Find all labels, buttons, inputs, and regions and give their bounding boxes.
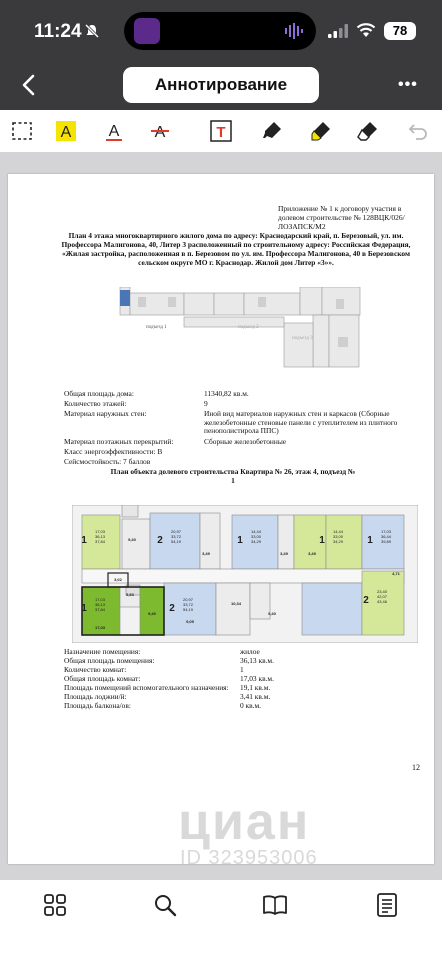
aux-area-value: 19,1 кв.м. xyxy=(240,683,271,692)
bottom-toolbar xyxy=(0,880,442,960)
plan-unit-area: 17,03 xyxy=(380,529,392,534)
navigation-bar xyxy=(0,62,442,110)
page-number: 12 xyxy=(412,763,420,772)
plan-room-area: 9,40 xyxy=(128,537,136,542)
walls-label: Материал наружных стен: xyxy=(64,409,147,418)
energy-class-label: Класс энергоэффективности: В xyxy=(64,447,163,456)
house-area-label: Общая площадь дома: xyxy=(64,389,134,398)
plan-room-area: 3,02 xyxy=(114,577,122,582)
apartment-plan-heading: План объекта долевого строительства Квартира № 26, этаж 4, подъезд № 1 xyxy=(110,467,356,485)
plan-unit-area: 17,03 xyxy=(94,529,106,534)
plan-unit-area: 17,03 xyxy=(94,597,106,602)
apartment-plan-image xyxy=(72,505,418,643)
watermark-brand: циан xyxy=(178,793,311,851)
balcony-area-label: Площадь балкона/ов: xyxy=(64,701,131,710)
entrance-label-1: подъезд 1 xyxy=(146,325,167,330)
purpose-value: жилое xyxy=(240,647,260,656)
plan-room-area: 5,53 xyxy=(126,592,134,597)
purpose-label: Назначение помещения: xyxy=(64,647,141,656)
plan-unit-area: 36,44 xyxy=(380,534,392,539)
battery-indicator: 78 xyxy=(384,22,416,40)
more-options-icon[interactable]: ••• xyxy=(398,76,418,93)
status-bar xyxy=(0,0,442,62)
plan-unit-area: 14,44 xyxy=(250,529,262,534)
total-area-value: 36,13 кв.м. xyxy=(240,656,274,665)
plan-room-area: 3,49 xyxy=(280,551,288,556)
plan-unit-area: 43,46 xyxy=(376,599,388,604)
floor-plan-image xyxy=(108,287,370,377)
rooms-count-label: Количество комнат: xyxy=(64,665,127,674)
slabs-label: Материал поэтажных перекрытий: xyxy=(64,437,174,446)
text-box-icon[interactable] xyxy=(207,117,235,145)
undo-icon[interactable] xyxy=(404,117,432,145)
plan-unit-area: 54,19 xyxy=(170,539,182,544)
plan-unit-area: 33,72 xyxy=(182,602,194,607)
plan-unit-area: 34,29 xyxy=(332,539,344,544)
svg-text:A: A xyxy=(60,124,72,141)
slabs-value: Сборные железобетонные xyxy=(204,437,287,446)
plan-unit-rooms: 1 xyxy=(81,535,87,546)
status-time: 11:24 xyxy=(34,21,82,42)
svg-text:A: A xyxy=(154,124,166,141)
dynamic-island xyxy=(124,12,316,50)
entrance-label-2: подъезд 2 xyxy=(238,325,259,330)
plan-unit-area: 14,44 xyxy=(332,529,344,534)
plan-unit-rooms: 2 xyxy=(169,603,175,614)
plan-room-area: 4,71 xyxy=(392,571,400,576)
plan-unit-rooms: 2 xyxy=(363,595,369,606)
total-area-label: Общая площадь помещения: xyxy=(64,656,155,665)
svg-text:T: T xyxy=(216,124,226,141)
aux-area-label: Площадь помещений вспомогательного назначения: xyxy=(64,683,229,692)
strikethrough-text-icon[interactable] xyxy=(146,117,174,145)
plan-unit-rooms: 1 xyxy=(81,603,87,614)
plan-unit-area: 34,29 xyxy=(250,539,262,544)
floor-plan-heading: План 4 этажа многоквартирного жилого дома по адресу: Краснодарский край, п. Березовый, ул. им. Профессора Малигонова, 40, Литер 3 расположенный по строительному адресу: Российская Федерация, «Жилая застройка, расположенная в п. Березовом по ул. им. Профессора Малигонова, 40 в Березовском сельском округе МО г. Краснодар. Жилой дом Литер «3»». xyxy=(61,231,411,267)
plan-unit-area: 33,72 xyxy=(170,534,182,539)
plan-room-area: 3,49 xyxy=(202,551,210,556)
underline-text-icon[interactable] xyxy=(100,117,128,145)
svg-text:A: A xyxy=(108,123,120,140)
plan-unit-area: 36,13 xyxy=(94,602,106,607)
back-chevron-icon[interactable] xyxy=(18,72,40,98)
plan-unit-area: 23,40 xyxy=(376,589,388,594)
bell-muted-icon xyxy=(84,23,100,39)
plan-unit-area: 20,97 xyxy=(170,529,182,534)
balcony-area-value: 0 кв.м. xyxy=(240,701,261,710)
plan-unit-area: 54,19 xyxy=(182,607,194,612)
document-list-icon[interactable] xyxy=(374,892,400,918)
document-viewer[interactable] xyxy=(0,152,442,880)
walls-value: Иной вид материалов наружных стен и каркасов (Сборные железобетонные стеновые панели с утеплителем из плитного пенополистирола ППС) xyxy=(204,409,398,436)
plan-unit-area: 42,07 xyxy=(376,594,388,599)
entrance-label-3: подъезд 3 xyxy=(292,336,313,341)
floors-value: 9 xyxy=(204,399,208,408)
house-area-value: 11340,82 кв.м. xyxy=(204,389,249,398)
appendix-note: Приложение № 1 к договору участия в долевом строительстве № 128ВЦК/026/ЛОЗАПСК/М2 xyxy=(278,204,405,231)
plan-room-area: 17,03 xyxy=(94,625,106,630)
seismic-label: Сейсмостойкость: 7 баллов xyxy=(64,457,151,466)
highlighter-icon[interactable] xyxy=(307,117,335,145)
annotation-toolbar xyxy=(0,110,442,152)
eraser-icon[interactable] xyxy=(354,117,382,145)
plan-unit-area: 33,00 xyxy=(332,534,344,539)
book-icon[interactable] xyxy=(262,892,288,918)
plan-unit-rooms: 1 xyxy=(367,535,373,546)
rooms-count-value: 1 xyxy=(240,665,244,674)
plan-unit-area: 37,84 xyxy=(94,539,106,544)
highlight-text-icon[interactable] xyxy=(52,117,80,145)
plan-unit-area: 39,89 xyxy=(380,539,392,544)
rooms-area-label: Общая площадь комнат: xyxy=(64,674,141,683)
audio-wave-icon xyxy=(284,23,304,39)
plan-room-area: 9,05 xyxy=(186,619,194,624)
plan-unit-area: 36,13 xyxy=(94,534,106,539)
select-tool-icon[interactable] xyxy=(8,117,36,145)
plan-unit-area: 37,84 xyxy=(94,607,106,612)
grid-icon[interactable] xyxy=(42,892,68,918)
document-page xyxy=(8,174,434,864)
loggia-area-label: Площадь лоджии/й: xyxy=(64,692,127,701)
plan-room-area: 10,34 xyxy=(230,601,242,606)
plan-room-area: 9,40 xyxy=(268,611,276,616)
marker-icon[interactable] xyxy=(258,117,286,145)
wifi-icon xyxy=(356,22,376,38)
plan-unit-rooms: 1 xyxy=(237,535,243,546)
loggia-area-value: 3,41 кв.м. xyxy=(240,692,271,701)
plan-unit-area: 20,97 xyxy=(182,597,194,602)
plan-unit-rooms: 1 xyxy=(319,535,325,546)
rooms-area-value: 17,03 кв.м. xyxy=(240,674,274,683)
watermark-id: ID 323953006 xyxy=(180,847,318,869)
plan-room-area: 9,40 xyxy=(148,611,156,616)
cell-signal-icon xyxy=(328,24,348,38)
plan-unit-rooms: 2 xyxy=(157,535,163,546)
app-icon xyxy=(134,18,160,44)
plan-unit-area: 33,00 xyxy=(250,534,262,539)
plan-room-area: 3,49 xyxy=(308,551,316,556)
search-icon[interactable] xyxy=(152,892,178,918)
annotation-title-button[interactable]: Аннотирование xyxy=(123,67,319,103)
floors-label: Количество этажей: xyxy=(64,399,127,408)
